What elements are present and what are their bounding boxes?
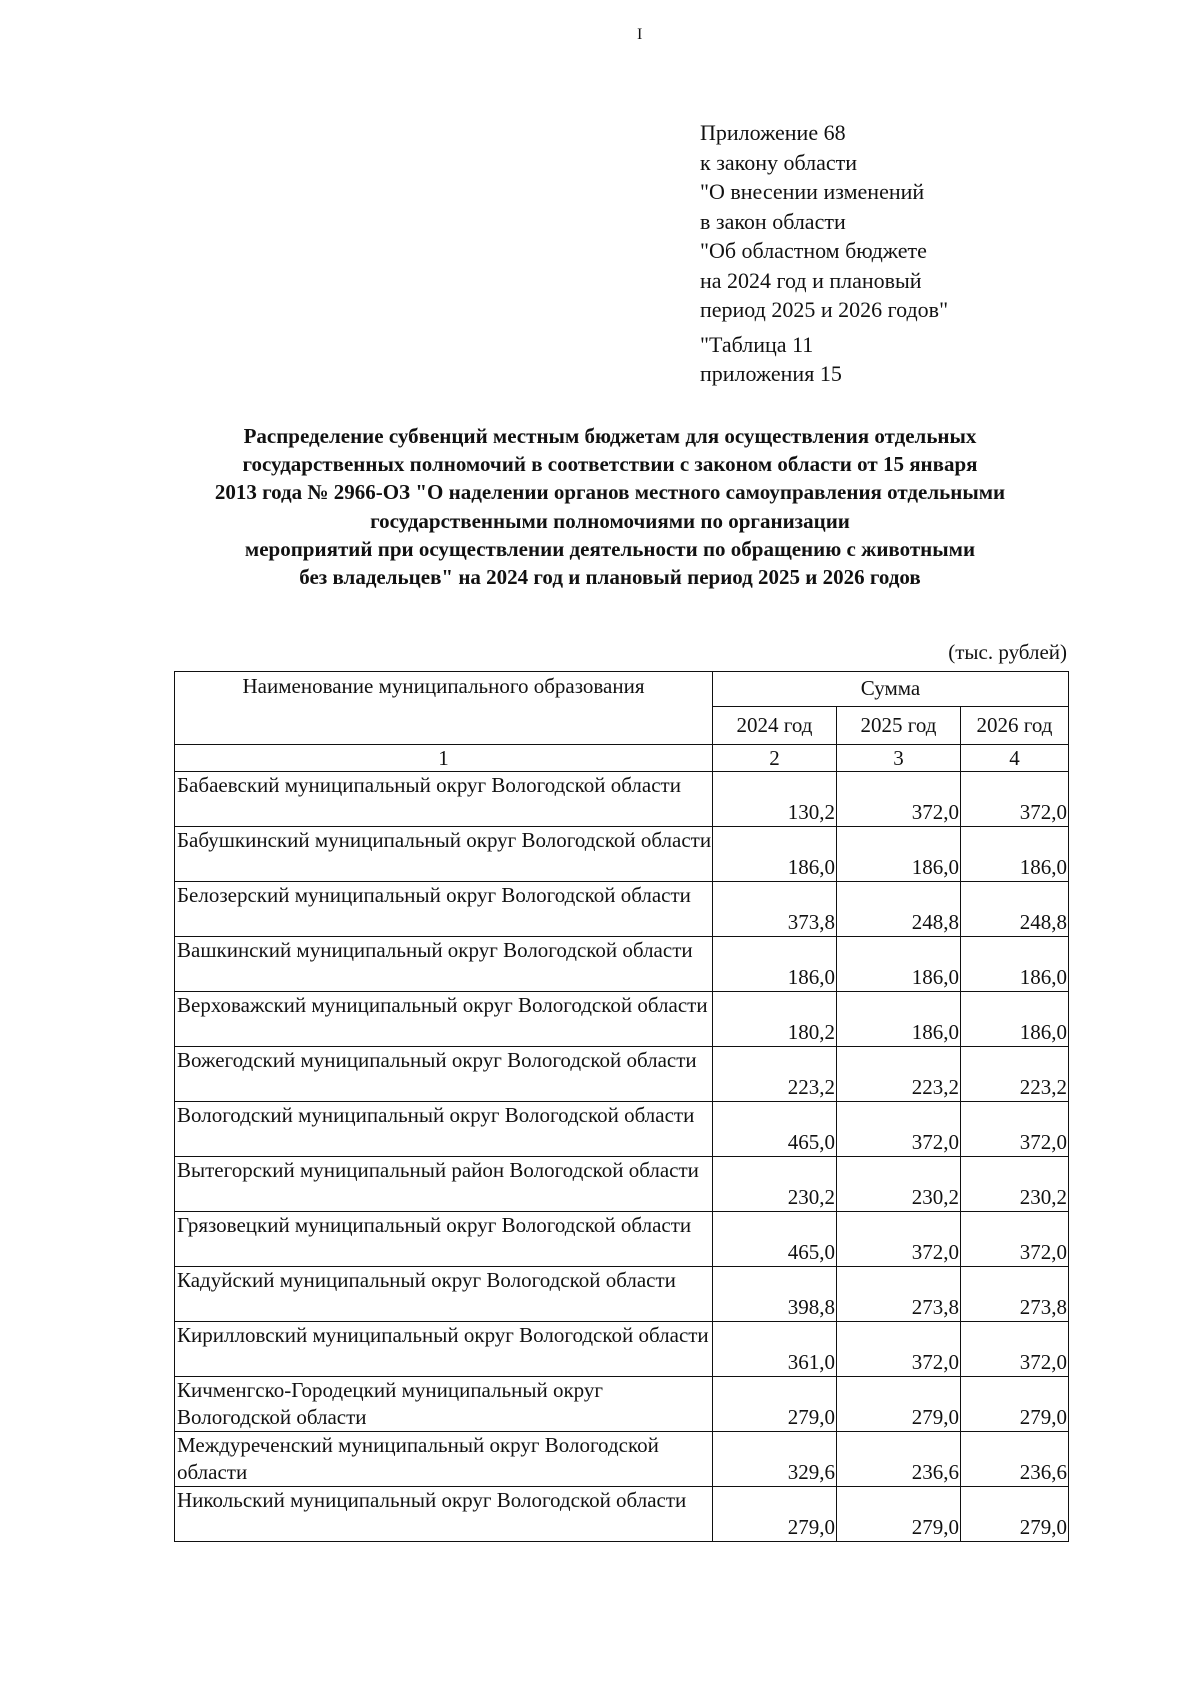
table-row (175, 1047, 1069, 1102)
appendix-line: "Об областном бюджете (700, 238, 927, 263)
table-row (175, 1487, 1069, 1542)
column-number: 4 (961, 745, 1069, 772)
amount-2024-cell: 230,2 (713, 1157, 837, 1212)
table-row (175, 772, 1069, 827)
amount-2025-cell: 372,0 (837, 1212, 961, 1267)
title-line: Распределение субвенций местным бюджетам для осуществления отдельных (243, 424, 977, 448)
municipality-name-cell: Вологодский муниципальный округ Вологодской области (175, 1102, 713, 1157)
appendix-line: на 2024 год и плановый (700, 267, 922, 293)
table-row (175, 1212, 1069, 1267)
column-number: 3 (837, 745, 961, 772)
subvention-table (174, 671, 1069, 1542)
table-reference-line: "Таблица 11 (700, 331, 814, 357)
table-body (175, 772, 1069, 1542)
header-year-2025: 2025 год (837, 706, 961, 744)
appendix-line: период 2025 и 2026 годов" (700, 297, 949, 322)
table-row (175, 1157, 1069, 1212)
appendix-reference (700, 118, 948, 389)
table-row (175, 1322, 1069, 1377)
amount-2026-cell: 186,0 (961, 827, 1069, 882)
amount-2026-cell: 230,2 (961, 1157, 1069, 1212)
amount-2025-cell: 186,0 (837, 827, 961, 882)
amount-2024-cell: 186,0 (713, 937, 837, 992)
title-line: государственных полномочий в соответствии с законом области от 15 января (242, 452, 978, 477)
amount-2025-cell: 279,0 (837, 1487, 961, 1542)
amount-2026-cell: 279,0 (961, 1377, 1069, 1432)
municipality-name-cell: Кадуйский муниципальный округ Вологодской области (175, 1267, 713, 1322)
amount-2024-cell: 465,0 (713, 1212, 837, 1267)
amount-2026-cell: 273,8 (961, 1267, 1069, 1322)
column-number: 1 (175, 745, 713, 772)
appendix-line: в закон области (700, 208, 846, 234)
amount-2024-cell: 279,0 (713, 1377, 837, 1432)
amount-2025-cell: 372,0 (837, 1102, 961, 1157)
units-label: (тыс. рублей) (948, 640, 1067, 664)
amount-2026-cell: 236,6 (961, 1432, 1069, 1487)
appendix-line: Приложение 68 (700, 120, 846, 145)
amount-2026-cell: 186,0 (961, 992, 1069, 1047)
amount-2026-cell: 372,0 (961, 1212, 1069, 1267)
amount-2024-cell: 329,6 (713, 1432, 837, 1487)
amount-2025-cell: 186,0 (837, 992, 961, 1047)
amount-2024-cell: 279,0 (713, 1487, 837, 1542)
amount-2026-cell: 372,0 (961, 772, 1069, 827)
table-row (175, 937, 1069, 992)
municipality-name-cell: Кирилловский муниципальный округ Вологодской области (175, 1322, 713, 1377)
amount-2025-cell: 230,2 (837, 1157, 961, 1212)
amount-2024-cell: 186,0 (713, 827, 837, 882)
amount-2025-cell: 372,0 (837, 1322, 961, 1377)
header-year-2024: 2024 год (713, 706, 837, 744)
table-row (175, 992, 1069, 1047)
amount-2025-cell: 248,8 (837, 882, 961, 937)
title-line: без владельцев" на 2024 год и плановый период 2025 и 2026 годов (299, 565, 921, 590)
amount-2024-cell: 373,8 (713, 882, 837, 937)
municipality-name-cell: Никольский муниципальный округ Вологодской области (175, 1487, 713, 1542)
amount-2026-cell: 248,8 (961, 882, 1069, 937)
amount-2026-cell: 372,0 (961, 1322, 1069, 1377)
table-reference-line: приложения 15 (700, 361, 842, 386)
municipality-name-cell: Вожегодский муниципальный округ Вологодской области (175, 1047, 713, 1102)
amount-2025-cell: 186,0 (837, 937, 961, 992)
amount-2026-cell: 372,0 (961, 1102, 1069, 1157)
title-line: 2013 года № 2966-ОЗ "О наделении органов местного самоуправления отдельными (214, 480, 1006, 505)
amount-2026-cell: 186,0 (961, 937, 1069, 992)
column-number: 2 (713, 745, 837, 772)
header-year-2026: 2026 год (961, 706, 1069, 744)
municipality-name-cell: Грязовецкий муниципальный округ Вологодской области (175, 1212, 713, 1267)
municipality-name-cell: Вытегорский муниципальный район Вологодской области (175, 1157, 713, 1212)
municipality-name-cell: Кичменгско-Городецкий муниципальный округ Вологодской области (175, 1377, 713, 1432)
amount-2025-cell: 223,2 (837, 1047, 961, 1102)
amount-2025-cell: 273,8 (837, 1267, 961, 1322)
amount-2024-cell: 130,2 (713, 772, 837, 827)
amount-2025-cell: 372,0 (837, 772, 961, 827)
municipality-name-cell: Белозерский муниципальный округ Вологодской области (175, 882, 713, 937)
page-marker: I (637, 26, 643, 43)
amount-2024-cell: 465,0 (713, 1102, 837, 1157)
header-municipality-name: Наименование муниципального образования (175, 672, 713, 745)
header-sum: Сумма (713, 672, 1069, 707)
municipality-name-cell: Верховажский муниципальный округ Вологодской области (175, 992, 713, 1047)
amount-2026-cell: 223,2 (961, 1047, 1069, 1102)
amount-2026-cell: 279,0 (961, 1487, 1069, 1542)
amount-2025-cell: 236,6 (837, 1432, 961, 1487)
amount-2024-cell: 398,8 (713, 1267, 837, 1322)
amount-2024-cell: 223,2 (713, 1047, 837, 1102)
table-row (175, 1267, 1069, 1322)
municipality-name-cell: Междуреченский муниципальный округ Вологодской области (175, 1432, 713, 1487)
table-row (175, 1102, 1069, 1157)
table-row (175, 882, 1069, 937)
appendix-line: "О внесении изменений (700, 179, 925, 204)
municipality-name-cell: Бабаевский муниципальный округ Вологодской области (175, 772, 713, 827)
title-line: мероприятий при осуществлении деятельности по обращению с животными (244, 536, 976, 561)
amount-2024-cell: 361,0 (713, 1322, 837, 1377)
municipality-name-cell: Вашкинский муниципальный округ Вологодской области (175, 937, 713, 992)
amount-2024-cell: 180,2 (713, 992, 837, 1047)
document-title (160, 422, 1060, 591)
table-row (175, 1377, 1069, 1432)
table-row (175, 1432, 1069, 1487)
table-row (175, 827, 1069, 882)
appendix-line: к закону области (700, 149, 858, 175)
title-line: государственными полномочиями по организации (370, 508, 850, 533)
municipality-name-cell: Бабушкинский муниципальный округ Вологодской области (175, 827, 713, 882)
amount-2025-cell: 279,0 (837, 1377, 961, 1432)
